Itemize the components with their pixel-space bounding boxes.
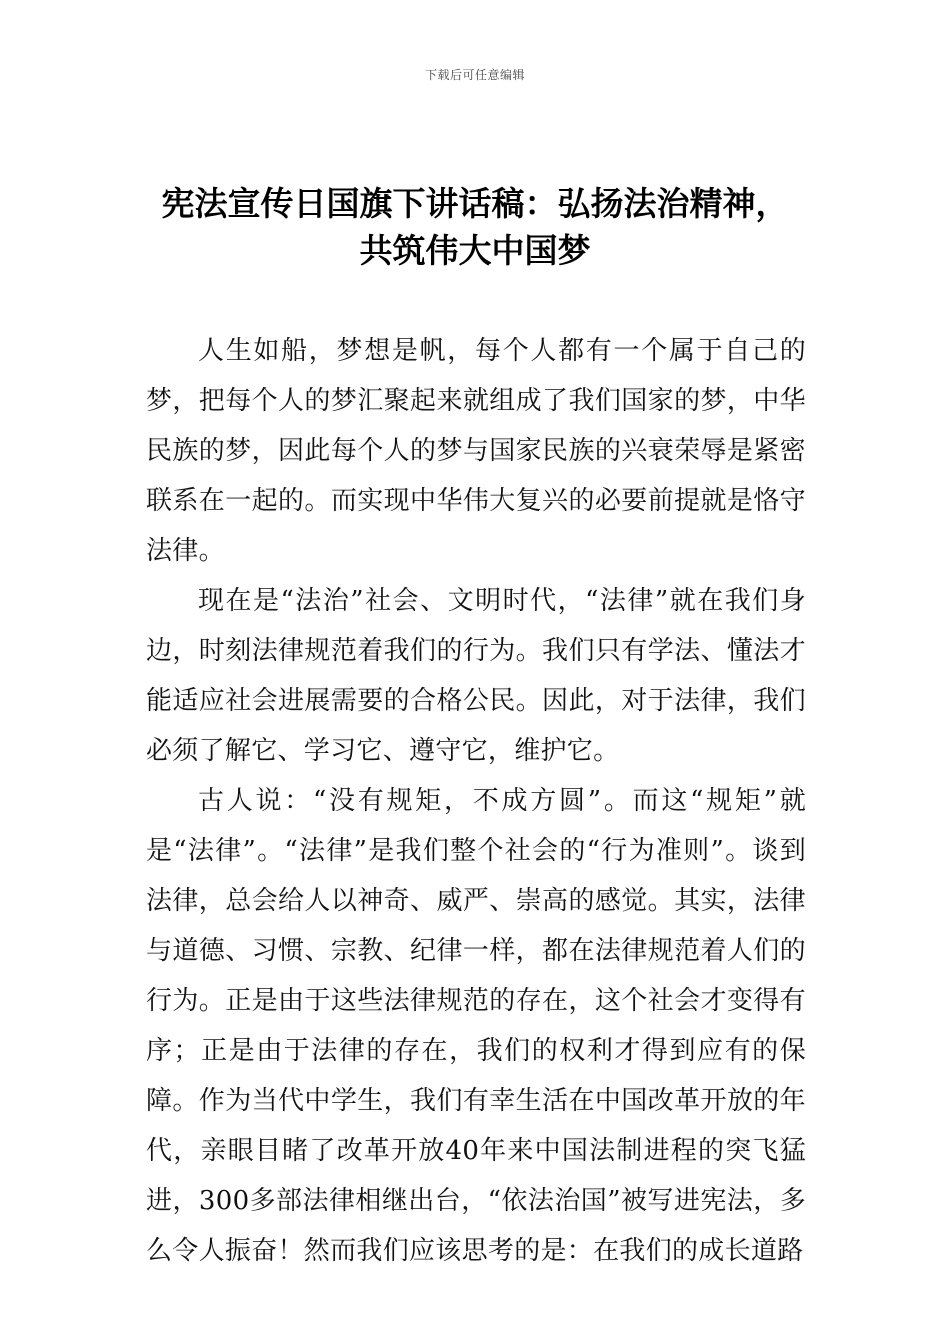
document-body <box>146 326 806 1276</box>
header-note: 下载后可任意编辑 <box>424 68 525 82</box>
title-line-1: 宪法宣传日国旗下讲话稿：弘扬法治精神， <box>161 184 789 223</box>
paragraph-3: 古人说：“没有规矩，不成方圆”。而这“规矩”就是“法律”。“法律”是我们整个社会的“行为准则”。谈到法律，总会给人以神奇、威严、崇高的感觉。其实，法律与道德、习惯、宗教、纪律一样，都在法律规范着人们的行为。正是由于这些法律规范的存在，这个社会才变得有序；正是由于法律的存在，我们的权利才得到应有的保障。作为当代中学生，我们有幸生活在中国改革开放的年代，亲眼目睹了改革开放40年来中国法制进程的突飞猛进，300多部法律相继出台，“依法治国”被写进宪法，多么令人振奋！然而我们应该思考的是：在我们的成长道路 <box>146 786 806 1266</box>
document-title <box>120 180 830 274</box>
paragraph-2: 现在是“法治”社会、文明时代，“法律”就在我们身边，时刻法律规范着我们的行为。我们只有学法、懂法才能适应社会进展需要的合格公民。因此，对于法律，我们必须了解它、学习它、遵守它，维护它。 <box>146 586 806 766</box>
title-line-2: 共筑伟大中国梦 <box>359 231 591 270</box>
paragraph-1: 人生如船，梦想是帆，每个人都有一个属于自己的梦，把每个人的梦汇聚起来就组成了我们国家的梦，中华民族的梦，因此每个人的梦与国家民族的兴衰荣辱是紧密联系在一起的。而实现中华伟大复兴的必要前提就是恪守法律。 <box>146 336 806 566</box>
